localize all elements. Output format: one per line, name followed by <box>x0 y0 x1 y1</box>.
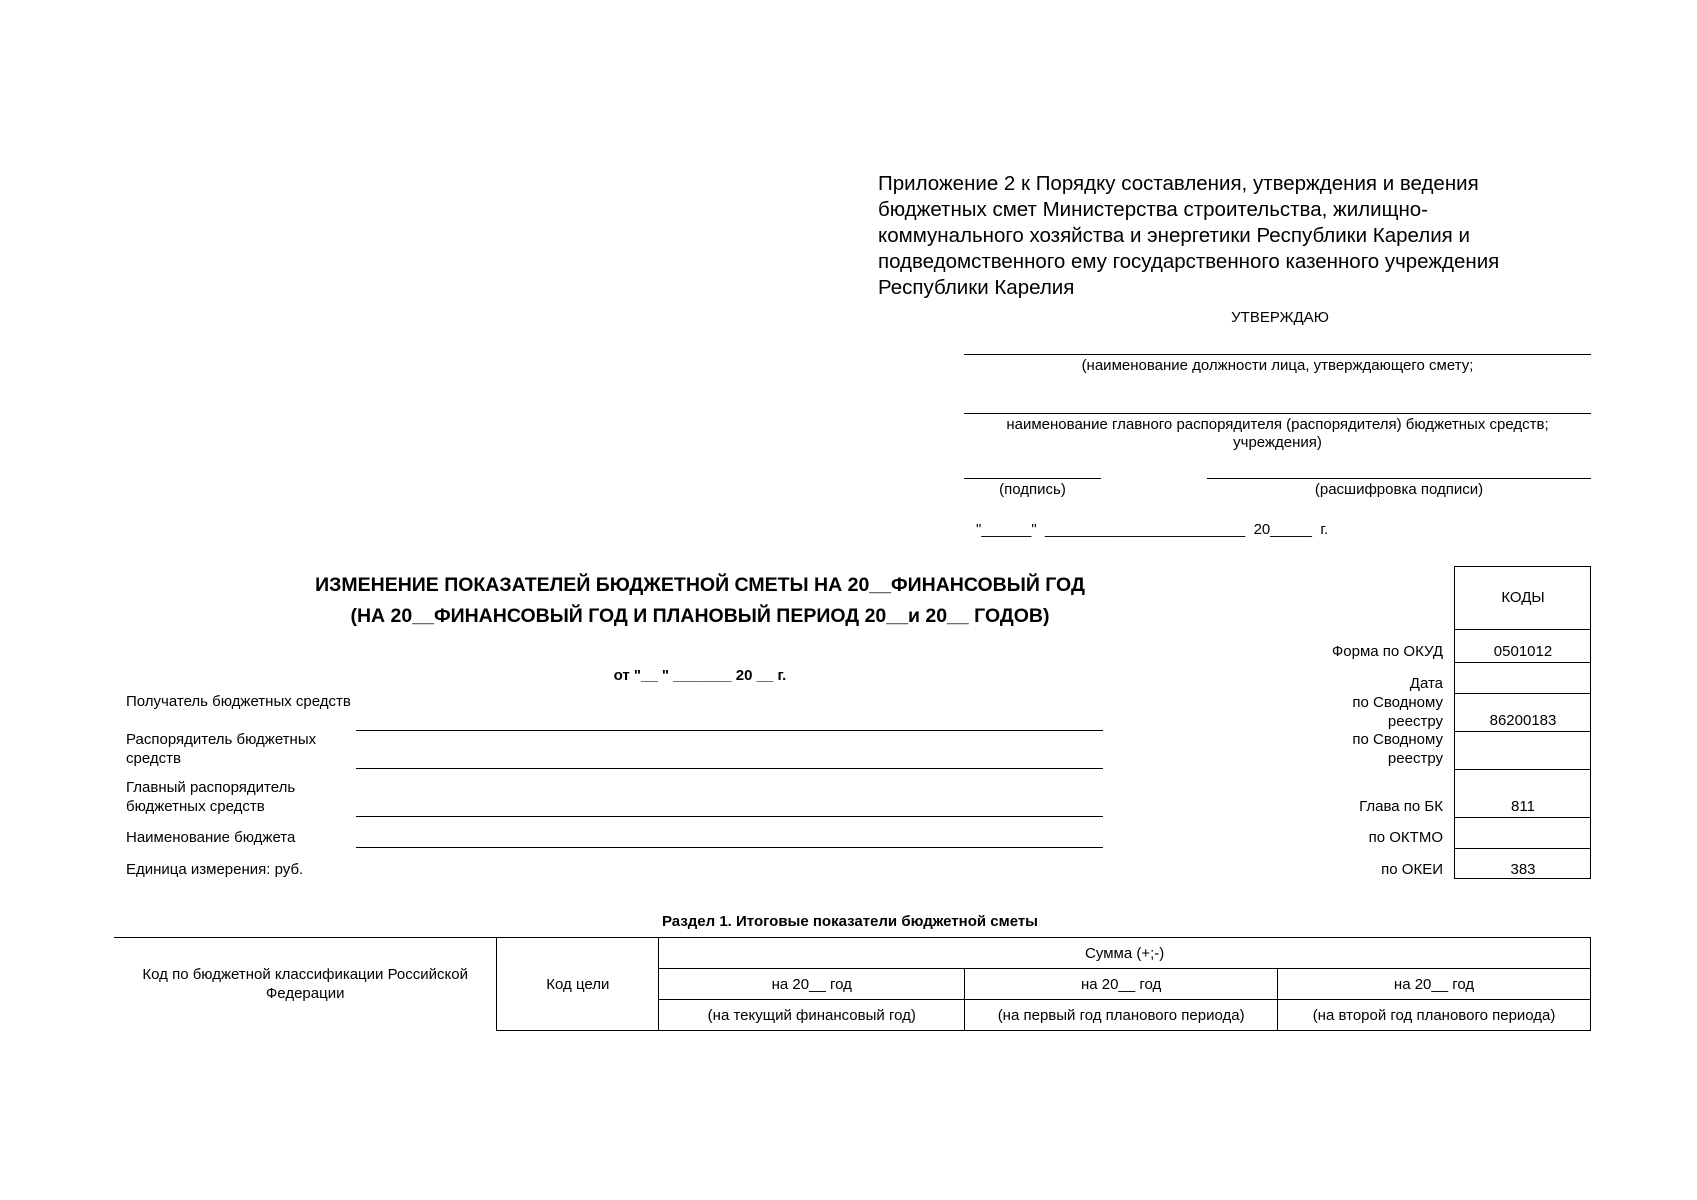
codes-header: КОДЫ <box>1501 589 1545 606</box>
col-target: Код цели <box>497 938 659 1031</box>
codes-divider <box>1455 662 1590 663</box>
signature-line <box>964 478 1101 479</box>
registry2-label: по Сводному реестру <box>1352 731 1443 767</box>
year-first-plan: на 20__ год <box>965 969 1278 1000</box>
codes-divider <box>1455 731 1590 732</box>
codes-divider <box>1455 817 1590 818</box>
chapter-value: 811 <box>1511 798 1535 815</box>
signature-caption: (подпись) <box>999 481 1066 498</box>
approval-heading: УТВЕРЖДАЮ <box>1231 309 1329 326</box>
manager-caption: наименование главного распорядителя (распорядителя) бюджетных средств; учреждения) <box>1006 416 1549 451</box>
date-label: Дата <box>1409 675 1443 692</box>
manager-label: Распорядитель бюджетных средств <box>126 731 317 767</box>
okei-label: по ОКЕИ <box>1381 861 1443 878</box>
period-first-plan: (на первый год планового периода) <box>965 1000 1278 1031</box>
oktmo-label: по ОКТМО <box>1368 829 1443 846</box>
recipient-label: Получатель бюджетных средств <box>126 693 351 710</box>
budget-name-line <box>356 847 1103 848</box>
section1-title: Раздел 1. Итоговые показатели бюджетной сметы <box>661 913 1038 930</box>
chief-manager-line <box>356 816 1103 817</box>
position-line <box>964 354 1591 355</box>
title-line-1: ИЗМЕНЕНИЕ ПОКАЗАТЕЛЕЙ БЮДЖЕТНОЙ СМЕТЫ НА 20__ФИНАНСОВЫЙ ГОД <box>315 574 1085 596</box>
chapter-label: Глава по БК <box>1359 798 1443 815</box>
year-second-plan: на 20__ год <box>1278 969 1591 1000</box>
col-sum: Сумма (+;-) <box>659 938 1591 969</box>
unit-label: Единица измерения: руб. <box>126 861 304 878</box>
approval-date-line: "______" ________________________ 20_____ г. <box>976 521 1329 538</box>
decoding-line <box>1207 478 1591 479</box>
section1-table <box>114 937 1591 1031</box>
col-classification: Код по бюджетной классификации Российской Федерации <box>114 938 497 1031</box>
codes-divider <box>1455 629 1590 630</box>
decoding-caption: (расшифровка подписи) <box>1314 481 1484 498</box>
manager-line-field <box>356 768 1103 769</box>
period-second-plan: (на второй год планового периода) <box>1278 1000 1591 1031</box>
registry1-value: 86200183 <box>1489 712 1557 729</box>
codes-divider <box>1455 693 1590 694</box>
okud-value: 0501012 <box>1493 643 1553 660</box>
okud-label: Форма по ОКУД <box>1331 643 1443 660</box>
budget-name-label: Наименование бюджета <box>126 829 296 846</box>
document-date: от "__ " _______ 20 __ г. <box>613 667 787 684</box>
codes-divider <box>1455 848 1590 849</box>
recipient-line <box>356 730 1103 731</box>
title-line-2: (НА 20__ФИНАНСОВЫЙ ГОД И ПЛАНОВЫЙ ПЕРИОД 20__и 20__ ГОДОВ) <box>350 605 1050 627</box>
codes-divider <box>1455 769 1590 770</box>
document-title <box>200 570 1200 632</box>
appendix-note: Приложение 2 к Порядку составления, утверждения и ведения бюджетных смет Министерства строительства, жилищно- коммунального хозяйства и энергетики Республики Карелия и подведомственного ему государственного казенного учреждения Республики Карелия <box>878 172 1500 299</box>
chief-manager-label: Главный распорядитель бюджетных средств <box>126 779 296 815</box>
registry1-label: по Сводному реестру <box>1352 694 1443 730</box>
position-caption: (наименование должности лица, утверждающего смету; <box>1081 357 1474 374</box>
manager-line <box>964 413 1591 414</box>
okei-value: 383 <box>1510 861 1536 878</box>
period-current: (на текущий финансовый год) <box>659 1000 965 1031</box>
year-current: на 20__ год <box>659 969 965 1000</box>
table-header-row <box>114 938 1591 969</box>
